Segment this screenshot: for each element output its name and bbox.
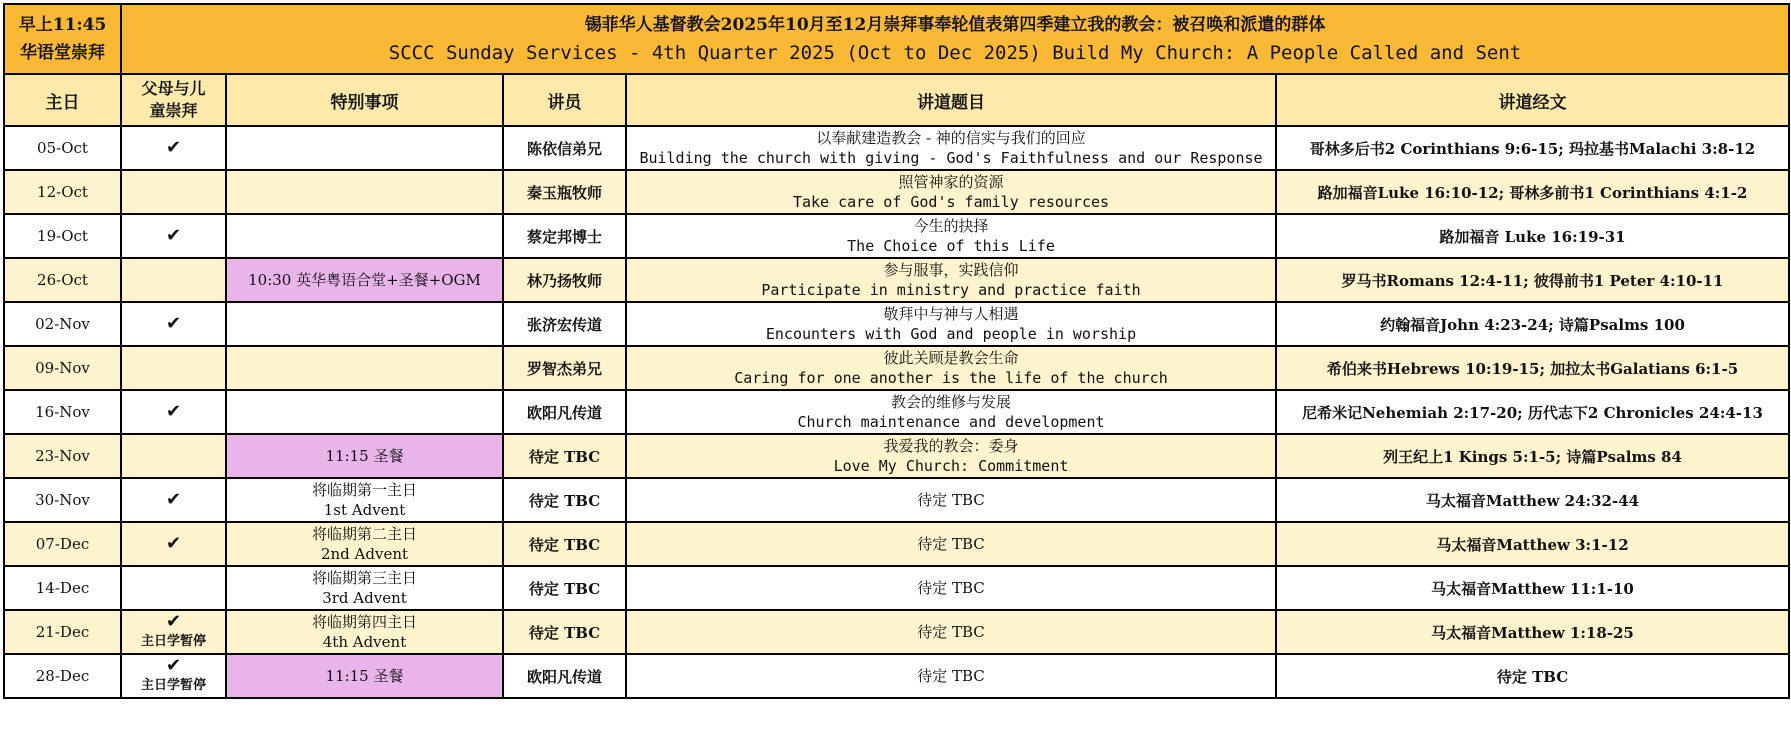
topic-chinese: 照管神家的资源 [898,173,1004,191]
kids-worship-cell [121,346,226,390]
date-cell: 16-Nov [4,390,121,434]
date-cell: 09-Nov [4,346,121,390]
check-icon: ✔ [165,655,182,676]
kids-worship-cell [121,126,226,170]
topic-cell [626,654,1276,698]
speaker-cell: 待定 TBC [503,434,626,478]
date-cell: 19-Oct [4,214,121,258]
table-row [4,610,1789,654]
slot-time: 早上11:45 [18,15,107,35]
title-cell [121,4,1789,74]
topic-english: Encounters with God and people in worship [765,325,1137,343]
topic-chinese: 教会的维修与发展 [890,393,1011,411]
special-cell [226,346,503,390]
special-text: 将临期第三主日 [311,569,417,587]
check-icon: ✔ [165,489,182,510]
header-speaker: 讲员 [503,74,626,126]
topic-english: Participate in ministry and practice faith [761,281,1141,299]
scripture-cell: 哥林多后书2 Corinthians 9:6-15; 玛拉基书Malachi 3:8-12 [1276,126,1789,170]
date-cell: 21-Dec [4,610,121,654]
topic-chinese: 敬拜中与神与人相遇 [883,305,1019,323]
topic-cell [626,434,1276,478]
table-row [4,258,1789,302]
header-date: 主日 [4,74,121,126]
header-kids-line1: 父母与儿 [141,79,206,98]
column-header-row [4,74,1789,126]
special-text-en: 3rd Advent [322,589,407,607]
topic-english: Caring for one another is the life of the church [734,369,1168,387]
check-icon: ✔ [165,225,182,246]
header-scripture: 讲道经文 [1276,74,1789,126]
table-row [4,302,1789,346]
special-cell [226,170,503,214]
special-cell [226,610,503,654]
speaker-cell: 欧阳凡传道 [503,654,626,698]
sunday-school-note: 主日学暂停 [140,634,206,649]
table-row [4,654,1789,698]
special-text: 将临期第四主日 [311,613,417,631]
topic-chinese: 待定 TBC [917,667,985,685]
kids-worship-cell [121,214,226,258]
scripture-cell: 马太福音Matthew 11:1-10 [1276,566,1789,610]
topic-english: Building the church with giving - God's Faithfulness and our Response [639,149,1263,167]
check-icon: ✔ [165,137,182,158]
topic-english: Church maintenance and development [797,413,1105,431]
topic-chinese: 今生的抉择 [913,217,989,235]
speaker-cell: 待定 TBC [503,566,626,610]
scripture-cell: 罗马书Romans 12:4-11; 彼得前书1 Peter 4:10-11 [1276,258,1789,302]
table-row [4,522,1789,566]
special-text: 11:15 圣餐 [325,447,404,465]
topic-cell [626,566,1276,610]
topic-cell [626,478,1276,522]
table-row [4,566,1789,610]
topic-chinese: 待定 TBC [917,579,985,597]
scripture-cell: 约翰福音John 4:23-24; 诗篇Psalms 100 [1276,302,1789,346]
date-cell: 28-Dec [4,654,121,698]
kids-worship-cell [121,258,226,302]
kids-worship-cell [121,434,226,478]
special-cell [226,214,503,258]
scripture-cell: 尼希米记Nehemiah 2:17-20; 历代志下2 Chronicles 24:4-13 [1276,390,1789,434]
kids-worship-cell [121,522,226,566]
date-cell: 07-Dec [4,522,121,566]
topic-english: Take care of God's family resources [792,193,1110,211]
table-row [4,126,1789,170]
topic-cell [626,258,1276,302]
topic-chinese: 彼此关顾是教会生命 [883,349,1019,367]
topic-cell [626,610,1276,654]
special-text: 10:30 英华粤语合堂+圣餐+OGM [248,271,481,289]
table-row [4,390,1789,434]
speaker-cell: 林乃扬牧师 [503,258,626,302]
topic-chinese: 我爱我的教会：委身 [883,437,1019,455]
scripture-cell: 马太福音Matthew 24:32-44 [1276,478,1789,522]
special-cell [226,258,503,302]
header-special: 特别事项 [226,74,503,126]
topic-chinese: 待定 TBC [917,535,985,553]
topic-chinese: 参与服事，实践信仰 [883,261,1019,279]
header-kids-worship [121,74,226,126]
kids-worship-cell [121,654,226,698]
topic-chinese: 以奉献建造教会 - 神的信实与我们的回应 [816,129,1086,147]
kids-worship-cell [121,610,226,654]
kids-worship-cell [121,390,226,434]
special-text: 11:15 圣餐 [325,667,404,685]
special-text-en: 2nd Advent [320,545,409,563]
date-cell: 12-Oct [4,170,121,214]
date-cell: 26-Oct [4,258,121,302]
check-icon: ✔ [165,401,182,422]
check-icon: ✔ [165,313,182,334]
special-cell [226,434,503,478]
scripture-cell: 列王纪上1 Kings 5:1-5; 诗篇Psalms 84 [1276,434,1789,478]
topic-english: Love My Church: Commitment [833,457,1069,475]
check-icon: ✔ [165,611,182,632]
title-row [4,4,1789,74]
table-row [4,170,1789,214]
topic-chinese: 待定 TBC [917,491,985,509]
topic-cell [626,390,1276,434]
roster-table [3,3,1790,699]
title-english: SCCC Sunday Services - 4th Quarter 2025 (Oct to Dec 2025) Build My Church: A People Called and Sent [388,42,1522,64]
header-kids-line2: 童崇拜 [149,101,198,120]
topic-chinese: 待定 TBC [917,623,985,641]
special-text-en: 4th Advent [322,633,407,651]
special-text: 将临期第二主日 [311,525,417,543]
special-cell [226,126,503,170]
special-cell [226,302,503,346]
date-cell: 02-Nov [4,302,121,346]
topic-cell [626,170,1276,214]
header-topic: 讲道题目 [626,74,1276,126]
special-text-en: 1st Advent [323,501,406,519]
title-chinese: 锡菲华人基督教会2025年10月至12月崇拜事奉轮值表第四季建立我的教会：被召唤和派遣的群体 [584,15,1326,35]
topic-cell [626,126,1276,170]
topic-cell [626,214,1276,258]
scripture-cell: 马太福音Matthew 3:1-12 [1276,522,1789,566]
topic-cell [626,522,1276,566]
scripture-cell: 待定 TBC [1276,654,1789,698]
special-cell [226,478,503,522]
speaker-cell: 待定 TBC [503,478,626,522]
table-row [4,214,1789,258]
roster-body [4,126,1789,698]
topic-cell [626,346,1276,390]
service-slot-cell [4,4,121,74]
speaker-cell: 蔡定邦博士 [503,214,626,258]
scripture-cell: 路加福音 Luke 16:19-31 [1276,214,1789,258]
speaker-cell: 待定 TBC [503,610,626,654]
table-row [4,346,1789,390]
topic-cell [626,302,1276,346]
kids-worship-cell [121,302,226,346]
table-row [4,478,1789,522]
sunday-school-note: 主日学暂停 [140,678,206,693]
special-cell [226,390,503,434]
scripture-cell: 路加福音Luke 16:10-12; 哥林多前书1 Corinthians 4:1-2 [1276,170,1789,214]
scripture-cell: 希伯来书Hebrews 10:19-15; 加拉太书Galatians 6:1-5 [1276,346,1789,390]
topic-english: The Choice of this Life [847,237,1055,255]
date-cell: 23-Nov [4,434,121,478]
scripture-cell: 马太福音Matthew 1:18-25 [1276,610,1789,654]
table-row [4,434,1789,478]
date-cell: 05-Oct [4,126,121,170]
slot-name: 华语堂崇拜 [20,43,105,63]
roster-sheet [3,3,1788,725]
special-text: 将临期第一主日 [311,481,417,499]
kids-worship-cell [121,566,226,610]
speaker-cell: 秦玉瓶牧师 [503,170,626,214]
kids-worship-cell [121,170,226,214]
special-cell [226,654,503,698]
date-cell: 30-Nov [4,478,121,522]
speaker-cell: 罗智杰弟兄 [503,346,626,390]
special-cell [226,522,503,566]
speaker-cell: 待定 TBC [503,522,626,566]
kids-worship-cell [121,478,226,522]
speaker-cell: 陈依信弟兄 [503,126,626,170]
check-icon: ✔ [165,533,182,554]
date-cell: 14-Dec [4,566,121,610]
speaker-cell: 张济宏传道 [503,302,626,346]
speaker-cell: 欧阳凡传道 [503,390,626,434]
special-cell [226,566,503,610]
